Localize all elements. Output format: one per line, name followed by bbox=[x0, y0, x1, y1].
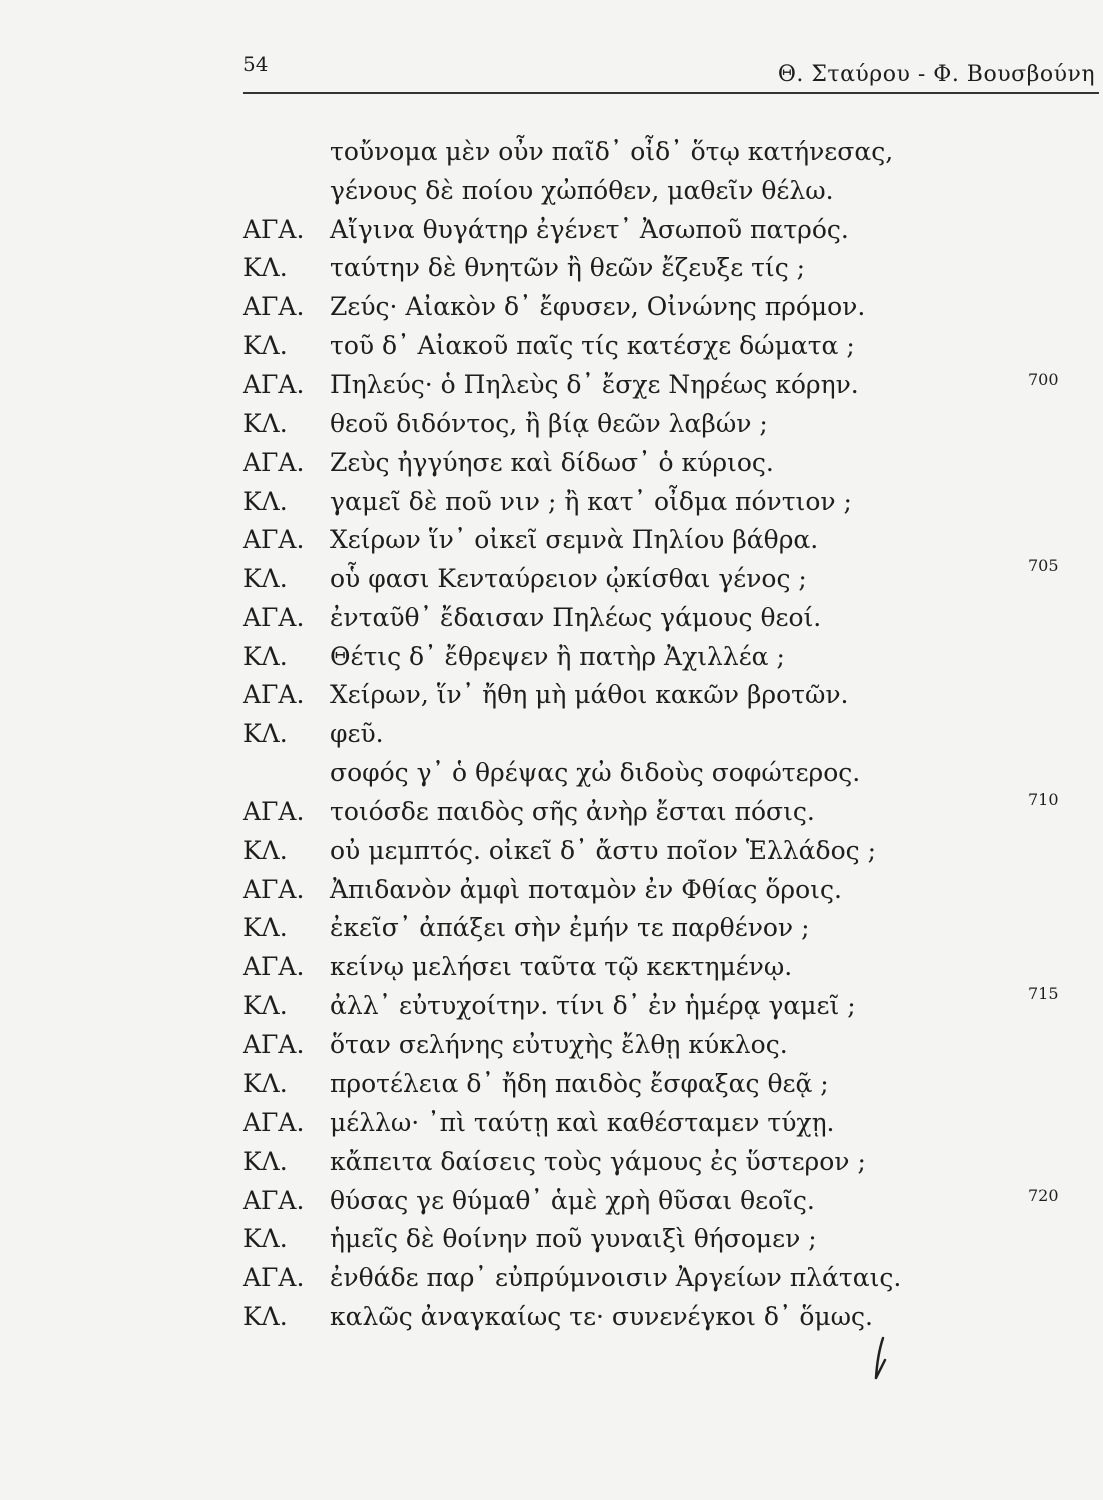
verse-line bbox=[243, 793, 1003, 831]
verse-line bbox=[243, 1182, 1003, 1220]
line-number: 705 bbox=[1028, 556, 1059, 575]
verse-text: οὐ μεμπτός. οἰκεῖ δ᾽ ἄστυ ποῖον Ἑλλάδος ; bbox=[330, 836, 877, 865]
speaker-label: ΑΓΑ. bbox=[243, 797, 305, 826]
verse-text: οὗ φασι Κενταύρειον ᾠκίσθαι γένος ; bbox=[330, 564, 807, 593]
verse-line bbox=[243, 1298, 1003, 1336]
handwritten-mark bbox=[873, 1336, 887, 1380]
speaker-label: ΚΛ. bbox=[243, 642, 288, 671]
verse-text: Ζεὺς ἠγγύησε καὶ δίδωσ᾽ ὁ κύριος. bbox=[330, 448, 774, 477]
verse-line bbox=[243, 1104, 1003, 1142]
verse-text: θύσας γε θύμαθ᾽ ἁμὲ χρὴ θῦσαι θεοῖς. bbox=[330, 1186, 815, 1215]
verse-text: ταύτην δὲ θνητῶν ἢ θεῶν ἔζευξε τίς ; bbox=[330, 253, 806, 282]
speaker-label: ΑΓΑ. bbox=[243, 603, 305, 632]
verse-line bbox=[243, 871, 1003, 909]
verse-text: φεῦ. bbox=[330, 719, 384, 748]
speaker-label: ΚΛ. bbox=[243, 487, 288, 516]
verse-text: καλῶς ἀναγκαίως τε· συνενέγκοι δ᾽ ὅμως. bbox=[330, 1302, 873, 1331]
verse-text: τοιόσδε παιδὸς σῆς ἀνὴρ ἔσται πόσις. bbox=[330, 797, 815, 826]
page-number: 54 bbox=[243, 52, 269, 76]
speaker-label: ΚΛ. bbox=[243, 1302, 288, 1331]
verse-text: ὅταν σελήνης εὐτυχὴς ἔλθῃ κύκλος. bbox=[330, 1030, 788, 1059]
verse-text: τοῦ δ᾽ Αἰακοῦ παῖς τίς κατέσχε δώματα ; bbox=[330, 331, 855, 360]
speaker-label: ΑΓΑ. bbox=[243, 215, 305, 244]
speaker-label: ΚΛ. bbox=[243, 913, 288, 942]
speaker-label: ΚΛ. bbox=[243, 719, 288, 748]
speaker-label: ΑΓΑ. bbox=[243, 292, 305, 321]
verse-text: σοφός γ᾽ ὁ θρέψας χὠ διδοὺς σοφώτερος. bbox=[330, 758, 861, 787]
verse-line bbox=[243, 327, 1003, 365]
verse-line bbox=[243, 1026, 1003, 1064]
verse-line bbox=[243, 715, 1003, 753]
verse-line bbox=[243, 987, 1003, 1025]
verse-text: ἀλλ᾽ εὐτυχοίτην. τίνι δ᾽ ἐν ἡμέρᾳ γαμεῖ ; bbox=[330, 991, 856, 1020]
verse-line bbox=[243, 1259, 1003, 1297]
verse-line bbox=[243, 444, 1003, 482]
speaker-label: ΚΛ. bbox=[243, 836, 288, 865]
running-head: Θ. Σταύρου - Φ. Βουσβούνη bbox=[777, 62, 1095, 87]
verse-text: ἐκεῖσ᾽ ἀπάξει σὴν ἐμήν τε παρθένον ; bbox=[330, 913, 810, 942]
speaker-label: ΑΓΑ. bbox=[243, 525, 305, 554]
verse-line bbox=[243, 405, 1003, 443]
speaker-label: ΚΛ. bbox=[243, 1147, 288, 1176]
verse-line bbox=[243, 172, 1003, 210]
verse-text: κείνῳ μελήσει ταῦτα τῷ κεκτημένῳ. bbox=[330, 952, 793, 981]
speaker-label: ΚΛ. bbox=[243, 564, 288, 593]
verse-text: ἐνταῦθ᾽ ἔδαισαν Πηλέως γάμους θεοί. bbox=[330, 603, 822, 632]
verse-text: Χείρων ἵν᾽ οἰκεῖ σεμνὰ Πηλίου βάθρα. bbox=[330, 525, 819, 554]
verse-line bbox=[243, 754, 1003, 792]
verse-line bbox=[243, 288, 1003, 326]
page-header bbox=[243, 52, 1099, 94]
speaker-label: ΑΓΑ. bbox=[243, 952, 305, 981]
speaker-label: ΑΓΑ. bbox=[243, 875, 305, 904]
verse-text: Χείρων, ἵν᾽ ἤθη μὴ μάθοι κακῶν βροτῶν. bbox=[330, 680, 849, 709]
speaker-label: ΑΓΑ. bbox=[243, 1030, 305, 1059]
speaker-label: ΚΛ. bbox=[243, 409, 288, 438]
speaker-label: ΚΛ. bbox=[243, 1069, 288, 1098]
verse-text: τοὔνομα μὲν οὖν παῖδ᾽ οἶδ᾽ ὅτῳ κατήνεσας, bbox=[330, 137, 894, 166]
verse-text: μέλλω· ᾽πὶ ταύτῃ καὶ καθέσταμεν τύχῃ. bbox=[330, 1108, 835, 1137]
verse-line bbox=[243, 1143, 1003, 1181]
line-number: 720 bbox=[1028, 1186, 1059, 1205]
verse-text: Ζεύς· Αἰακὸν δ᾽ ἔφυσεν, Οἰνώνης πρόμον. bbox=[330, 292, 866, 321]
speaker-label: ΑΓΑ. bbox=[243, 1263, 305, 1292]
speaker-label: ΑΓΑ. bbox=[243, 370, 305, 399]
verse-line bbox=[243, 599, 1003, 637]
verse-line bbox=[243, 948, 1003, 986]
speaker-label: ΑΓΑ. bbox=[243, 680, 305, 709]
verse-text: ἐνθάδε παρ᾽ εὐπρύμνοισιν Ἀργείων πλάταις. bbox=[330, 1263, 902, 1292]
line-number: 710 bbox=[1028, 790, 1059, 809]
verse-line bbox=[243, 832, 1003, 870]
line-number: 700 bbox=[1028, 370, 1059, 389]
verse-line bbox=[243, 909, 1003, 947]
verse-text: γένους δὲ ποίου χὠπόθεν, μαθεῖν θέλω. bbox=[330, 176, 834, 205]
verse-line bbox=[243, 638, 1003, 676]
verse-text: θεοῦ διδόντος, ἢ βίᾳ θεῶν λαβών ; bbox=[330, 409, 768, 438]
verse-text: γαμεῖ δὲ ποῦ νιν ; ἢ κατ᾽ οἶδμα πόντιον ; bbox=[330, 487, 852, 516]
verse-text: Ἀπιδανὸν ἀμφὶ ποταμὸν ἐν Φθίας ὅροις. bbox=[330, 875, 842, 904]
speaker-label: ΑΓΑ. bbox=[243, 1108, 305, 1137]
verse-line bbox=[243, 133, 1003, 171]
verse-line bbox=[243, 521, 1003, 559]
speaker-label: ΚΛ. bbox=[243, 253, 288, 282]
verse-text: Θέτις δ᾽ ἔθρεψεν ἢ πατὴρ Ἀχιλλέα ; bbox=[330, 642, 785, 671]
verse-line bbox=[243, 676, 1003, 714]
verse-text: Αἴγινα θυγάτηρ ἐγένετ᾽ Ἀσωποῦ πατρός. bbox=[330, 215, 849, 244]
verse-line bbox=[243, 1065, 1003, 1103]
verse-line bbox=[243, 249, 1003, 287]
speaker-label: ΑΓΑ. bbox=[243, 448, 305, 477]
verse-line bbox=[243, 1220, 1003, 1258]
line-number: 715 bbox=[1028, 984, 1059, 1003]
speaker-label: ΚΛ. bbox=[243, 1224, 288, 1253]
speaker-label: ΑΓΑ. bbox=[243, 1186, 305, 1215]
verse-line bbox=[243, 560, 1003, 598]
verse-text: προτέλεια δ᾽ ἤδη παιδὸς ἔσφαξας θεᾷ ; bbox=[330, 1069, 829, 1098]
verse-line bbox=[243, 211, 1003, 249]
verse-text: Πηλεύς· ὁ Πηλεὺς δ᾽ ἔσχε Νηρέως κόρην. bbox=[330, 370, 859, 399]
verse-text: κἄπειτα δαίσεις τοὺς γάμους ἐς ὕστερον ; bbox=[330, 1147, 866, 1176]
verse-text: ἡμεῖς δὲ θοίνην ποῦ γυναιξὶ θήσομεν ; bbox=[330, 1224, 817, 1253]
speaker-label: ΚΛ. bbox=[243, 331, 288, 360]
verse-line bbox=[243, 483, 1003, 521]
verse-line bbox=[243, 366, 1003, 404]
speaker-label: ΚΛ. bbox=[243, 991, 288, 1020]
